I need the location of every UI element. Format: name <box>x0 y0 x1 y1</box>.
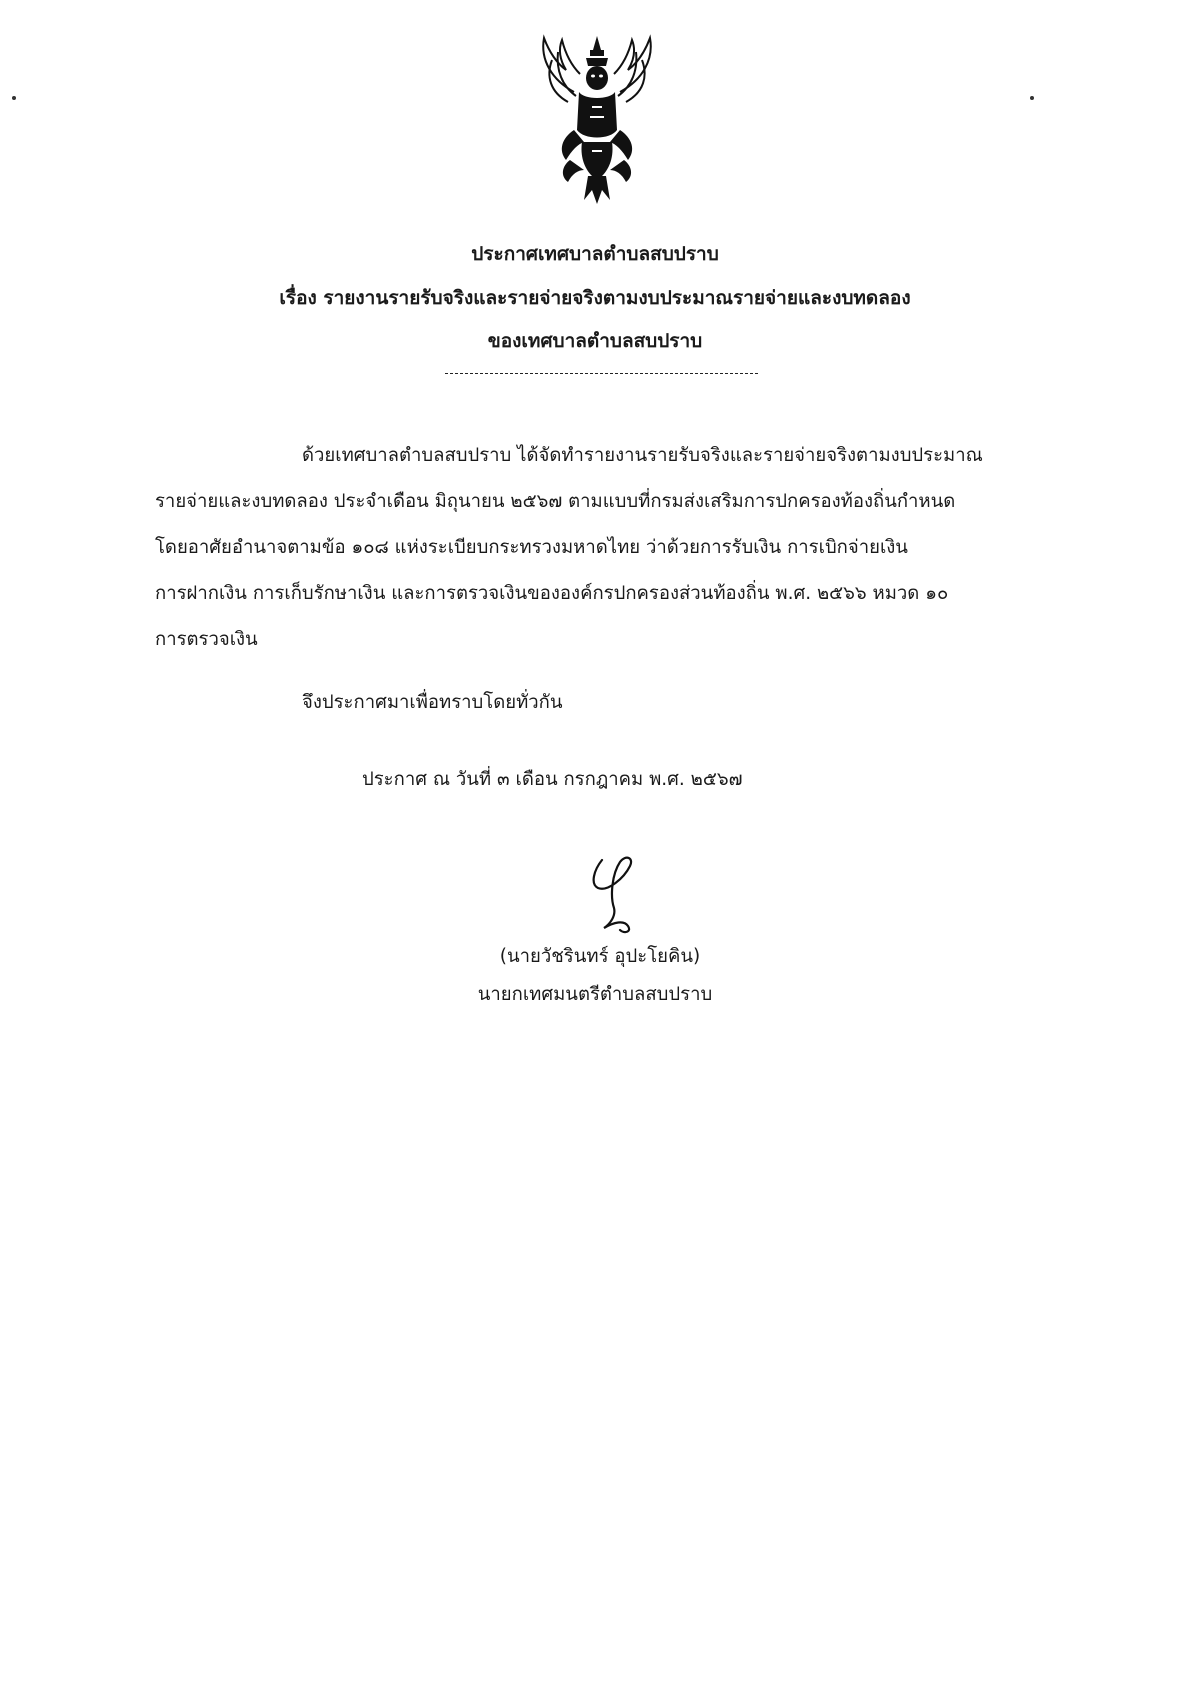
garuda-emblem-icon <box>522 30 672 205</box>
body-line-5: การตรวจเงิน <box>155 629 258 650</box>
body-line-1: ด้วยเทศบาลตำบลสบปราบ ได้จัดทำรายงานรายรับจริงและรายจ่ายจริงตามงบประมาณ <box>302 445 983 466</box>
signature-icon <box>580 848 660 938</box>
signatory-name: (นายวัชรินทร์ อุปะโยคิน) <box>499 946 701 967</box>
announcement-organization: ของเทศบาลตำบลสบปราบ <box>487 330 703 352</box>
announcement-date: ประกาศ ณ วันที่ ๓ เดือน กรกฎาคม พ.ศ. ๒๕๖๗ <box>362 769 743 790</box>
body-line-4: การฝากเงิน การเก็บรักษาเงิน และการตรวจเงินขององค์กรปกครองส่วนท้องถิ่น พ.ศ. ๒๕๖๖ หมวด ๑๐ <box>155 583 949 604</box>
scan-speck <box>12 96 16 100</box>
closing-statement: จึงประกาศมาเพื่อทราบโดยทั่วกัน <box>302 692 563 713</box>
announcement-subject: เรื่อง รายงานรายรับจริงและรายจ่ายจริงตามงบประมาณรายจ่ายและงบทดลอง <box>279 287 911 309</box>
scan-speck <box>1030 96 1034 100</box>
title-separator <box>445 373 758 374</box>
body-line-3: โดยอาศัยอำนาจตามข้อ ๑๐๘ แห่งระเบียบกระทรวงมหาดไทย ว่าด้วยการรับเงิน การเบิกจ่ายเงิน <box>155 537 908 558</box>
announcement-title: ประกาศเทศบาลตำบลสบปราบ <box>471 243 719 265</box>
body-line-2: รายจ่ายและงบทดลอง ประจำเดือน มิถุนายน ๒๕๖๗ ตามแบบที่กรมส่งเสริมการปกครองท้องถิ่นกำหนด <box>155 491 956 512</box>
signatory-position: นายกเทศมนตรีตำบลสบปราบ <box>477 984 713 1005</box>
